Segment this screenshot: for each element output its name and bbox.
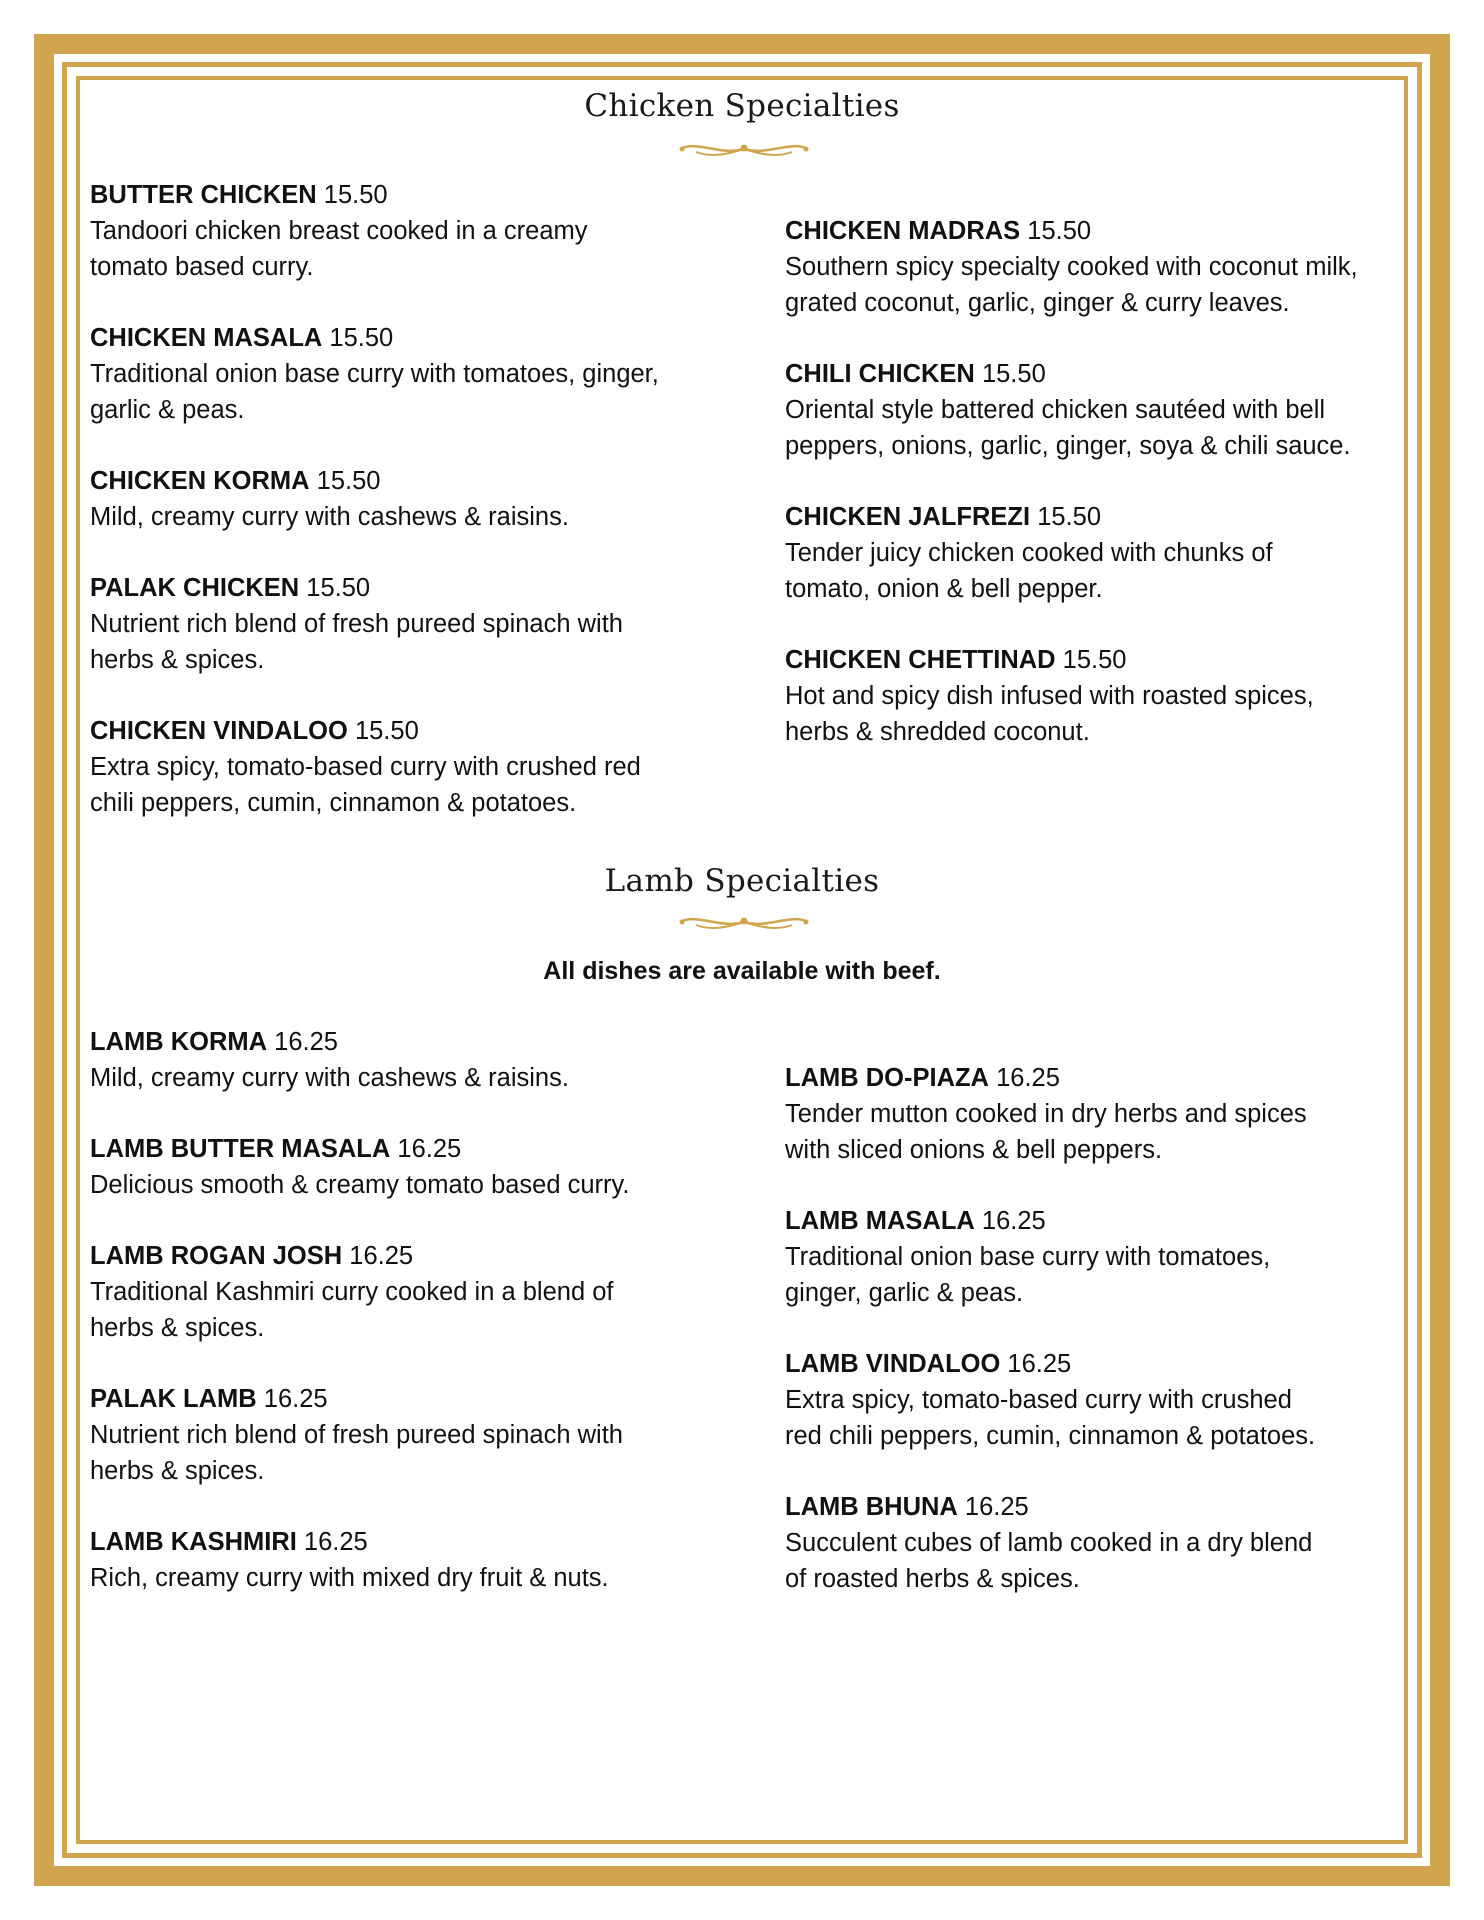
menu-item-title xyxy=(785,642,1425,678)
menu-item-title xyxy=(785,499,1425,535)
menu-item-price: 16.25 xyxy=(303,1528,368,1556)
menu-item-title xyxy=(90,1024,730,1060)
menu-item-description: Extra spicy, tomato-based curry with crushed red xyxy=(90,753,641,781)
menu-item-name: LAMB MASALA xyxy=(785,1207,975,1235)
menu-item-description: Tandoori chicken breast cooked in a creamy xyxy=(90,217,588,245)
menu-item-title xyxy=(90,713,730,749)
menu-item-name: LAMB KORMA xyxy=(90,1028,268,1056)
menu-item-description: Tender juicy chicken cooked with chunks of xyxy=(785,539,1273,567)
menu-item-name: LAMB VINDALOO xyxy=(785,1350,1001,1378)
menu-item xyxy=(785,356,1425,464)
menu-item-price: 15.50 xyxy=(1037,503,1101,531)
menu-item-title xyxy=(90,463,730,499)
menu-item xyxy=(90,1524,730,1596)
flourish-ornament-icon xyxy=(676,911,812,933)
menu-item-price: 16.25 xyxy=(263,1385,328,1413)
menu-item-name: CHICKEN VINDALOO xyxy=(90,717,348,745)
menu-item-description: chili peppers, cumin, cinnamon & potatoes. xyxy=(90,789,577,817)
menu-item-title xyxy=(90,1524,730,1560)
menu-item-title xyxy=(785,213,1425,249)
menu-item xyxy=(785,642,1425,750)
menu-item-title xyxy=(90,320,730,356)
menu-item-price: 15.50 xyxy=(1062,646,1127,674)
menu-item-price: 15.50 xyxy=(316,467,381,495)
menu-item-name: LAMB KASHMIRI xyxy=(90,1528,297,1556)
menu-item xyxy=(785,1203,1425,1311)
menu-item-description: herbs & spices. xyxy=(90,646,265,674)
menu-item-price: 15.50 xyxy=(1027,217,1092,245)
menu-item xyxy=(90,570,730,678)
menu-item-title xyxy=(90,1238,730,1274)
menu-item-title xyxy=(785,1489,1425,1525)
menu-item-description: Mild, creamy curry with cashews & raisins. xyxy=(90,1064,569,1092)
menu-item-description: Southern spicy specialty cooked with coconut milk, xyxy=(785,253,1358,281)
menu-item-description: Traditional onion base curry with tomatoes, ginger, xyxy=(90,360,659,388)
menu-item-description: herbs & spices. xyxy=(90,1314,265,1342)
menu-item-description: Nutrient rich blend of fresh pureed spinach with xyxy=(90,1421,623,1449)
menu-item-description: Extra spicy, tomato-based curry with crushed xyxy=(785,1386,1292,1414)
menu-item-price: 16.25 xyxy=(349,1242,414,1270)
menu-item-name: CHICKEN KORMA xyxy=(90,467,310,495)
menu-item-description: Oriental style battered chicken sautéed with bell xyxy=(785,396,1326,424)
menu-item-description: Hot and spicy dish infused with roasted spices, xyxy=(785,682,1314,710)
menu-item-description: Mild, creamy curry with cashews & raisins. xyxy=(90,503,569,531)
menu-item xyxy=(785,213,1425,321)
menu-item-title xyxy=(785,1346,1425,1382)
menu-item-description: peppers, onions, garlic, ginger, soya & chili sauce. xyxy=(785,432,1351,460)
chicken-left-column xyxy=(90,177,730,856)
menu-item-description: herbs & shredded coconut. xyxy=(785,718,1090,746)
menu-item xyxy=(90,1381,730,1489)
menu-item-name: CHILI CHICKEN xyxy=(785,360,975,388)
menu-item-price: 16.25 xyxy=(981,1207,1046,1235)
menu-item-name: CHICKEN CHETTINAD xyxy=(785,646,1056,674)
menu-item-name: LAMB BUTTER MASALA xyxy=(90,1135,391,1163)
menu-item-description: herbs & spices. xyxy=(90,1457,265,1485)
menu-item-name: CHICKEN MASALA xyxy=(90,324,323,352)
menu-item xyxy=(90,1131,730,1203)
menu-item-price: 15.50 xyxy=(981,360,1046,388)
menu-item xyxy=(785,1489,1425,1597)
menu-item-price: 16.25 xyxy=(397,1135,462,1163)
menu-item-description: Succulent cubes of lamb cooked in a dry blend xyxy=(785,1529,1313,1557)
menu-item-title xyxy=(90,1381,730,1417)
menu-item-price: 16.25 xyxy=(964,1493,1029,1521)
lamb-section-title: Lamb Specialties xyxy=(604,863,880,899)
menu-item xyxy=(785,1060,1425,1168)
menu-item xyxy=(90,713,730,821)
menu-item xyxy=(785,499,1425,607)
menu-item-name: CHICKEN MADRAS xyxy=(785,217,1021,245)
chicken-right-column xyxy=(785,213,1425,785)
menu-item-price: 15.50 xyxy=(354,717,419,745)
menu-item-description: tomato based curry. xyxy=(90,253,314,281)
menu-item xyxy=(90,463,730,535)
menu-item-description: with sliced onions & bell peppers. xyxy=(785,1136,1163,1164)
menu-item xyxy=(90,1024,730,1096)
menu-item xyxy=(785,1346,1425,1454)
menu-item-description: ginger, garlic & peas. xyxy=(785,1279,1024,1307)
menu-item-name: LAMB BHUNA xyxy=(785,1493,958,1521)
menu-item-name: BUTTER CHICKEN xyxy=(90,181,317,209)
menu-item-description: tomato, onion & bell pepper. xyxy=(785,575,1103,603)
menu-item-price: 15.50 xyxy=(329,324,394,352)
menu-item xyxy=(90,177,730,285)
menu-item-title xyxy=(90,1131,730,1167)
menu-item-description: Delicious smooth & creamy tomato based curry. xyxy=(90,1171,630,1199)
menu-item-name: LAMB ROGAN JOSH xyxy=(90,1242,343,1270)
menu-item-name: LAMB DO-PIAZA xyxy=(785,1064,989,1092)
beef-availability-note: All dishes are available with beef. xyxy=(543,957,941,985)
menu-item-title xyxy=(90,177,730,213)
chicken-section-title: Chicken Specialties xyxy=(584,88,900,124)
menu-item-price: 15.50 xyxy=(306,574,371,602)
menu-item-description: Tender mutton cooked in dry herbs and spices xyxy=(785,1100,1307,1128)
menu-item-description: Traditional Kashmiri curry cooked in a blend of xyxy=(90,1278,614,1306)
menu-item-name: PALAK LAMB xyxy=(90,1385,257,1413)
menu-item-name: PALAK CHICKEN xyxy=(90,574,300,602)
menu-item-description: of roasted herbs & spices. xyxy=(785,1565,1080,1593)
menu-item-title xyxy=(90,570,730,606)
menu-item-price: 16.25 xyxy=(274,1028,338,1056)
menu-item-description: garlic & peas. xyxy=(90,396,245,424)
menu-item xyxy=(90,1238,730,1346)
menu-item-description: Rich, creamy curry with mixed dry fruit & nuts. xyxy=(90,1564,609,1592)
menu-item-price: 15.50 xyxy=(323,181,388,209)
menu-item-price: 16.25 xyxy=(1007,1350,1072,1378)
menu-item-description: Traditional onion base curry with tomatoes, xyxy=(785,1243,1271,1271)
menu-item-description: red chili peppers, cumin, cinnamon & potatoes. xyxy=(785,1422,1316,1450)
lamb-left-column xyxy=(90,1024,730,1631)
menu-item-title xyxy=(785,356,1425,392)
menu-item xyxy=(90,320,730,428)
menu-item-title xyxy=(785,1060,1425,1096)
menu-item-name: CHICKEN JALFREZI xyxy=(785,503,1031,531)
menu-item-price: 16.25 xyxy=(996,1064,1060,1092)
menu-item-description: grated coconut, garlic, ginger & curry leaves. xyxy=(785,289,1290,317)
menu-item-description: Nutrient rich blend of fresh pureed spinach with xyxy=(90,610,623,638)
lamb-right-column xyxy=(785,1060,1425,1632)
menu-item-title xyxy=(785,1203,1425,1239)
flourish-ornament-icon xyxy=(676,138,812,160)
